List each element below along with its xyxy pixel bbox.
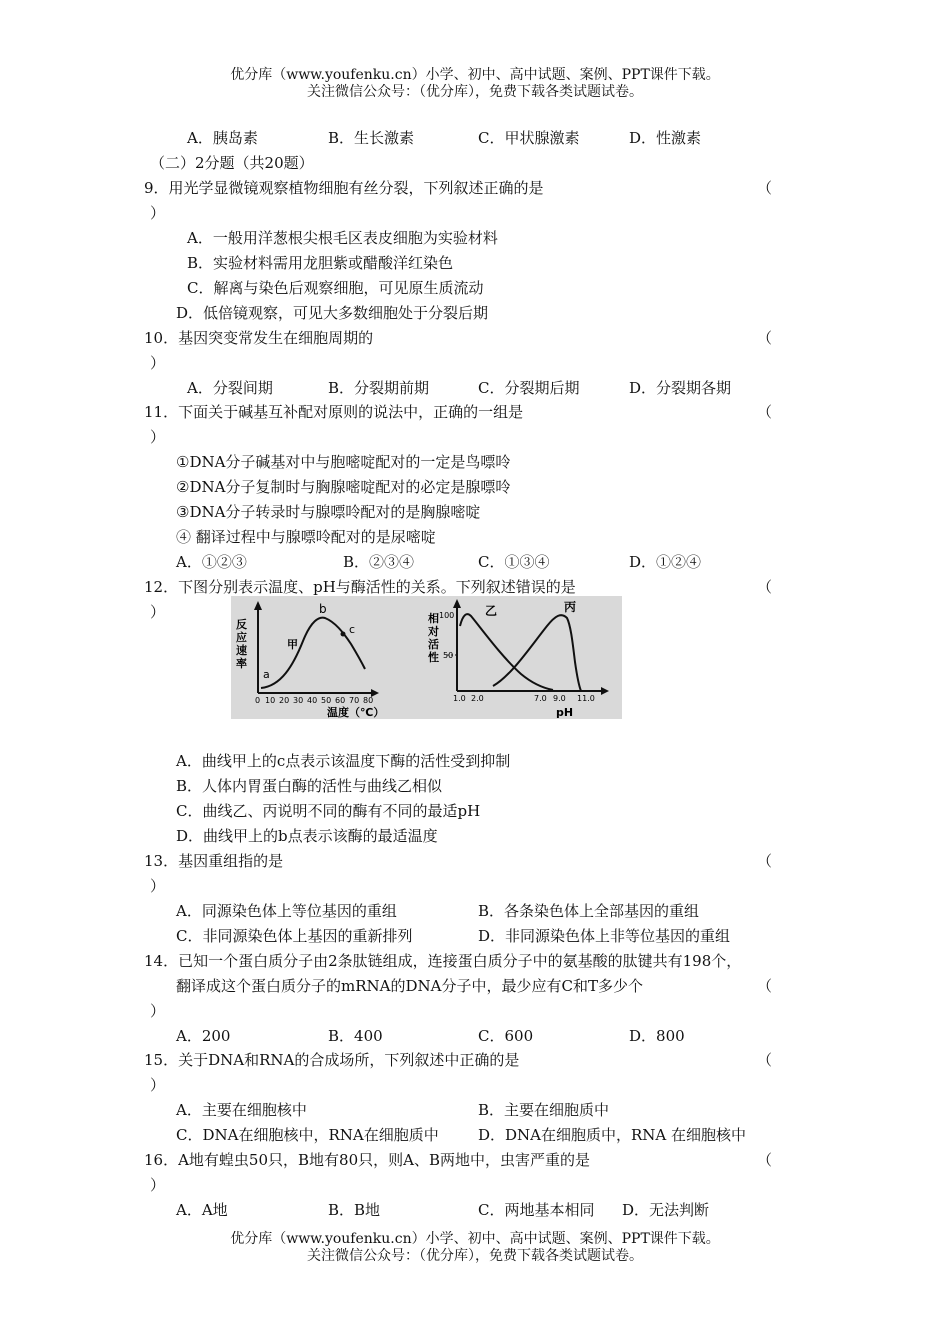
ph-y-label-3: 活 bbox=[428, 638, 439, 651]
enzyme-graphs bbox=[231, 596, 622, 719]
temp-y-label-3: 速 bbox=[236, 644, 247, 657]
ph-tick-1: 1.0 bbox=[453, 694, 466, 703]
point-b-label: b bbox=[319, 602, 327, 616]
q8-option-b: B．生长激素 bbox=[328, 129, 415, 147]
temp-tick-70: 70 bbox=[349, 696, 360, 705]
curve-yi-label: 乙 bbox=[485, 604, 498, 618]
curve-yi bbox=[460, 614, 553, 690]
ph-tick-11: 11.0 bbox=[577, 694, 595, 703]
q16-option-b: B．B地 bbox=[328, 1201, 381, 1219]
q8-option-d: D．性激素 bbox=[629, 129, 702, 147]
q13-paren-open: （ bbox=[757, 852, 773, 870]
q16-option-c: C．两地基本相同 bbox=[478, 1201, 595, 1219]
q9-option-a: A．一般用洋葱根尖根毛区表皮细胞为实验材料 bbox=[187, 229, 498, 247]
q14-stem-line-1: 14．已知一个蛋白质分子由2条肽链组成，连接蛋白质分子中的氨基酸的肽键共有198个， bbox=[144, 952, 742, 970]
q15-paren-open: （ bbox=[757, 1051, 773, 1069]
q13-option-c: C．非同源染色体上基因的重新排列 bbox=[176, 927, 413, 945]
q13-stem: 13．基因重组指的是 bbox=[144, 852, 284, 870]
q14-stem-line-2: 翻译成这个蛋白质分子的mRNA的DNA分子中，最少应有C和T多少个 bbox=[176, 977, 643, 995]
temp-tick-60: 60 bbox=[335, 696, 346, 705]
q11-paren-close: ） bbox=[150, 428, 166, 446]
enzyme-activity-figure bbox=[231, 596, 622, 719]
q16-paren-close: ） bbox=[150, 1176, 166, 1194]
ph-tick-7: 7.0 bbox=[534, 694, 547, 703]
temp-tick-50: 50 bbox=[321, 696, 332, 705]
ph-tick-2: 2.0 bbox=[471, 694, 484, 703]
curve-jia-label: 甲 bbox=[287, 638, 298, 651]
q11-statement-2: ②DNA分子复制时与胸腺嘧啶配对的必定是腺嘌呤 bbox=[176, 478, 511, 496]
temp-tick-40: 40 bbox=[307, 696, 318, 705]
q10-stem: 10．基因突变常发生在细胞周期的 bbox=[144, 329, 374, 347]
section-title: （二）2分题（共20题） bbox=[150, 154, 314, 172]
q14-option-a: A．200 bbox=[176, 1027, 231, 1045]
q11-statement-3: ③DNA分子转录时与腺嘌呤配对的是胸腺嘧啶 bbox=[176, 503, 481, 521]
q12-stem: 12．下图分别表示温度、pH与酶活性的关系。下列叙述错误的是 bbox=[144, 578, 576, 596]
q10-paren-open: （ bbox=[757, 329, 773, 347]
curve-bing-label: 丙 bbox=[564, 600, 577, 614]
header-line-1: 优分库（www.youfenku.cn）小学、初中、高中试题、案例、PPT课件下载。 bbox=[230, 67, 720, 83]
q12-option-b: B．人体内胃蛋白酶的活性与曲线乙相似 bbox=[176, 777, 443, 795]
temp-tick-20: 20 bbox=[279, 696, 290, 705]
q14-paren-close: ） bbox=[150, 1002, 166, 1020]
q11-stem: 11．下面关于碱基互补配对原则的说法中，正确的一组是 bbox=[144, 403, 524, 421]
q10-paren-close: ） bbox=[150, 354, 166, 372]
q15-option-c: C．DNA在细胞核中，RNA在细胞质中 bbox=[176, 1126, 439, 1144]
q12-paren-close: ） bbox=[150, 603, 166, 621]
temp-tick-80: 80 bbox=[363, 696, 374, 705]
ph-y-arrow bbox=[453, 599, 461, 608]
q8-option-a: A．胰岛素 bbox=[187, 129, 258, 147]
ph-y-tick-50: 50 bbox=[443, 651, 454, 660]
q10-option-a: A．分裂间期 bbox=[187, 379, 273, 397]
point-c-dot bbox=[341, 632, 346, 637]
q10-option-c: C．分裂期后期 bbox=[478, 379, 580, 397]
point-c-label: c bbox=[349, 623, 356, 636]
q9-option-c: C．解离与染色后观察细胞，可见原生质流动 bbox=[187, 279, 484, 297]
temp-y-label-1: 反 bbox=[236, 618, 247, 631]
q12-option-c: C．曲线乙、丙说明不同的酶有不同的最适pH bbox=[176, 802, 481, 820]
q14-paren-open: （ bbox=[757, 977, 773, 995]
ph-graph bbox=[427, 599, 609, 719]
temp-tick-30: 30 bbox=[293, 696, 304, 705]
header-line-2: 关注微信公众号：（优分库），免费下载各类试题试卷。 bbox=[307, 84, 643, 100]
q16-option-d: D．无法判断 bbox=[622, 1201, 710, 1219]
q10-option-b: B．分裂期前期 bbox=[328, 379, 430, 397]
temperature-graph bbox=[236, 601, 384, 719]
q9-stem: 9．用光学显微镜观察植物细胞有丝分裂，下列叙述正确的是 bbox=[144, 179, 544, 197]
q11-statement-4: ④ 翻译过程中与腺嘌呤配对的是尿嘧啶 bbox=[176, 528, 436, 546]
ph-y-tick-100: 100 bbox=[439, 611, 455, 620]
q12-option-a: A．曲线甲上的c点表示该温度下酶的活性受到抑制 bbox=[176, 752, 511, 770]
q11-paren-open: （ bbox=[757, 403, 773, 421]
q15-option-b: B．主要在细胞质中 bbox=[478, 1101, 610, 1119]
q9-option-d: D．低倍镜观察，可见大多数细胞处于分裂后期 bbox=[176, 304, 489, 322]
q15-stem: 15．关于DNA和RNA的合成场所，下列叙述中正确的是 bbox=[144, 1051, 520, 1069]
ph-y-label-1: 相 bbox=[428, 612, 439, 625]
q9-option-b: B．实验材料需用龙胆紫或醋酸洋红染色 bbox=[187, 254, 454, 272]
q11-option-c: C．①③④ bbox=[478, 553, 550, 571]
temp-y-label-2: 应 bbox=[236, 631, 247, 644]
q14-option-c: C．600 bbox=[478, 1027, 534, 1045]
temp-y-arrow bbox=[254, 601, 262, 610]
point-a-label: a bbox=[263, 668, 270, 681]
q13-option-d: D．非同源染色体上非等位基因的重组 bbox=[478, 927, 731, 945]
ph-tick-9: 9.0 bbox=[553, 694, 566, 703]
q9-paren-close: ） bbox=[150, 204, 166, 222]
q11-statement-1: ①DNA分子碱基对中与胞嘧啶配对的一定是鸟嘌呤 bbox=[176, 453, 511, 471]
q11-option-b: B．②③④ bbox=[343, 553, 415, 571]
q13-option-b: B．各条染色体上全部基因的重组 bbox=[478, 902, 700, 920]
temp-x-label: 温度（℃） bbox=[327, 706, 385, 719]
q16-paren-open: （ bbox=[757, 1151, 773, 1169]
q15-option-a: A．主要在细胞核中 bbox=[176, 1101, 307, 1119]
q8-option-c: C．甲状腺激素 bbox=[478, 129, 580, 147]
q12-paren-open: （ bbox=[757, 578, 773, 596]
ph-x-label: pH bbox=[556, 706, 574, 719]
q13-paren-close: ） bbox=[150, 877, 166, 895]
q15-option-d: D．DNA在细胞质中，RNA 在细胞核中 bbox=[478, 1126, 747, 1144]
curve-bing bbox=[493, 615, 581, 691]
footer-line-2: 关注微信公众号：（优分库），免费下载各类试题试卷。 bbox=[307, 1248, 643, 1264]
temp-tick-10: 10 bbox=[265, 696, 276, 705]
q11-option-d: D．①②④ bbox=[629, 553, 702, 571]
q9-paren-open: （ bbox=[757, 179, 773, 197]
q16-stem: 16．A地有蝗虫50只，B地有80只，则A、B两地中，虫害严重的是 bbox=[144, 1151, 590, 1169]
q11-option-a: A．①②③ bbox=[176, 553, 247, 571]
ph-y-label-2: 对 bbox=[428, 625, 439, 638]
q14-option-b: B．400 bbox=[328, 1027, 383, 1045]
q10-option-d: D．分裂期各期 bbox=[629, 379, 732, 397]
ph-x-arrow bbox=[601, 687, 609, 695]
q15-paren-close: ） bbox=[150, 1076, 166, 1094]
footer-line-1: 优分库（www.youfenku.cn）小学、初中、高中试题、案例、PPT课件下载。 bbox=[230, 1231, 720, 1247]
q12-option-d: D．曲线甲上的b点表示该酶的最适温度 bbox=[176, 827, 438, 845]
temp-y-label-4: 率 bbox=[236, 657, 247, 670]
q13-option-a: A．同源染色体上等位基因的重组 bbox=[176, 902, 397, 920]
q14-option-d: D．800 bbox=[629, 1027, 685, 1045]
ph-y-label-4: 性 bbox=[428, 651, 439, 664]
q16-option-a: A．A地 bbox=[176, 1201, 228, 1219]
temp-tick-0: 0 bbox=[255, 696, 261, 705]
